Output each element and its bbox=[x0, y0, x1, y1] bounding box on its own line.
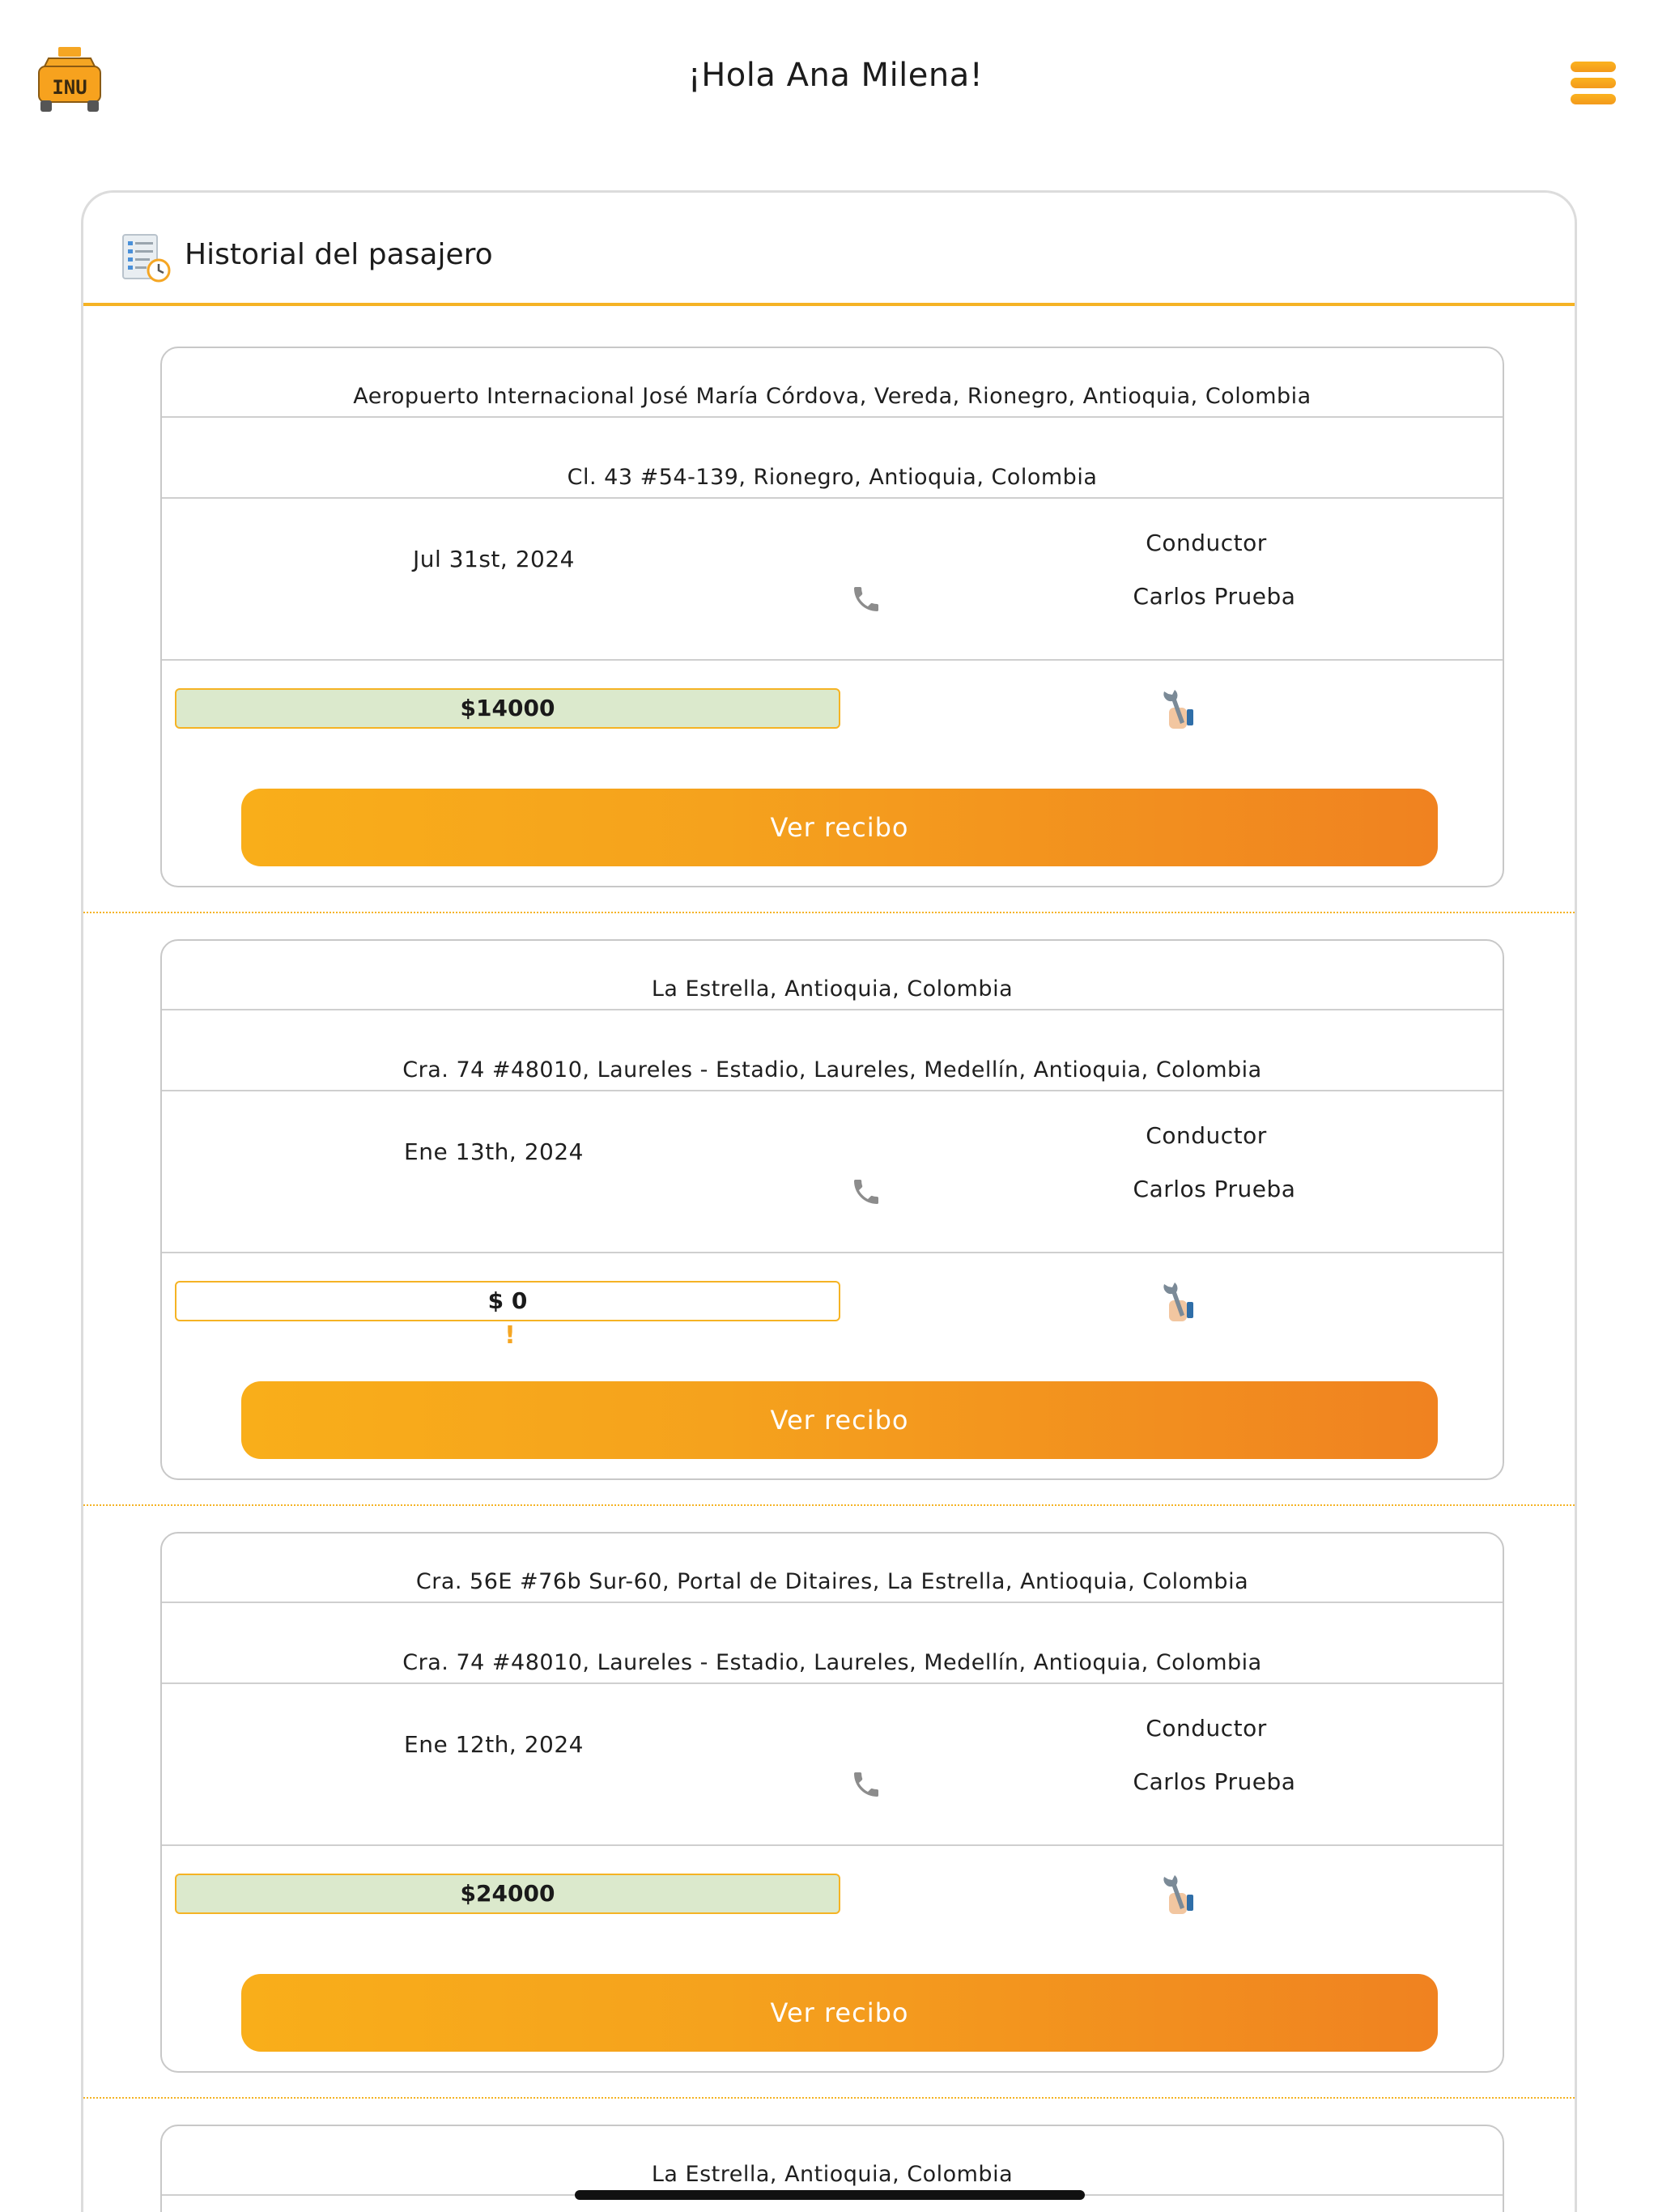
view-receipt-button[interactable]: Ver recibo bbox=[241, 1381, 1438, 1459]
history-document-icon bbox=[121, 233, 172, 283]
phone-icon[interactable] bbox=[850, 583, 882, 615]
wrench-hand-icon[interactable] bbox=[1156, 688, 1201, 737]
trip-card bbox=[160, 347, 1504, 887]
menu-bar bbox=[1571, 78, 1616, 88]
menu-bar bbox=[1571, 62, 1616, 72]
separator bbox=[162, 497, 1503, 499]
trip-origin: La Estrella, Antioquia, Colombia bbox=[651, 2162, 1014, 2187]
trip-card bbox=[160, 939, 1504, 1480]
price-badge: $14000 bbox=[175, 688, 840, 729]
phone-icon[interactable] bbox=[850, 1176, 882, 1208]
price-badge: $24000 bbox=[175, 1874, 840, 1914]
menu-bar bbox=[1571, 94, 1616, 104]
driver-label: Conductor bbox=[1146, 1715, 1267, 1742]
price-badge: $ 0 bbox=[175, 1281, 840, 1321]
svg-text:INU: INU bbox=[52, 76, 87, 99]
wrench-hand-icon[interactable] bbox=[1156, 1281, 1201, 1329]
greeting-title: ¡Hola Ana Milena! bbox=[687, 57, 984, 94]
trip-divider bbox=[83, 2097, 1575, 2099]
driver-label: Conductor bbox=[1146, 1122, 1267, 1149]
trip-divider bbox=[83, 1504, 1575, 1506]
history-panel bbox=[81, 190, 1577, 2212]
trip-destination: Cra. 74 #48010, Laureles - Estadio, Laureles, Medellín, Antioquia, Colombia bbox=[402, 1650, 1262, 1675]
panel-title: Historial del pasajero bbox=[185, 238, 493, 271]
trip-date: Jul 31st, 2024 bbox=[413, 546, 575, 572]
separator bbox=[162, 1682, 1503, 1684]
phone-icon[interactable] bbox=[850, 1768, 882, 1801]
trip-destination: Cra. 74 #48010, Laureles - Estadio, Laureles, Medellín, Antioquia, Colombia bbox=[402, 1057, 1262, 1083]
separator bbox=[162, 1252, 1503, 1253]
driver-name: Carlos Prueba bbox=[1133, 1768, 1296, 1795]
trip-origin: Aeropuerto Internacional José María Córdova, Vereda, Rionegro, Antioquia, Colombia bbox=[353, 384, 1312, 409]
view-receipt-button[interactable]: Ver recibo bbox=[241, 789, 1438, 866]
trip-date: Ene 13th, 2024 bbox=[404, 1138, 584, 1165]
separator bbox=[162, 416, 1503, 418]
trip-divider bbox=[83, 912, 1575, 913]
separator bbox=[162, 1090, 1503, 1091]
wrench-hand-icon[interactable] bbox=[1156, 1874, 1201, 1922]
app-header bbox=[0, 0, 1658, 170]
separator bbox=[162, 1009, 1503, 1010]
driver-label: Conductor bbox=[1146, 530, 1267, 556]
payment-warning-icon: ! bbox=[504, 1321, 516, 1350]
hamburger-menu-icon[interactable] bbox=[1571, 62, 1619, 107]
trip-origin: La Estrella, Antioquia, Colombia bbox=[651, 976, 1014, 1002]
panel-header bbox=[83, 193, 1575, 306]
driver-name: Carlos Prueba bbox=[1133, 1176, 1296, 1202]
view-receipt-button[interactable]: Ver recibo bbox=[241, 1974, 1438, 2052]
trip-destination: Cl. 43 #54-139, Rionegro, Antioquia, Colombia bbox=[567, 465, 1098, 490]
driver-name: Carlos Prueba bbox=[1133, 583, 1296, 610]
trip-card bbox=[160, 1532, 1504, 2073]
home-indicator[interactable] bbox=[575, 2190, 1085, 2200]
trip-date: Ene 12th, 2024 bbox=[404, 1731, 584, 1758]
separator bbox=[162, 1844, 1503, 1846]
trip-origin: Cra. 56E #76b Sur-60, Portal de Ditaires, La Estrella, Antioquia, Colombia bbox=[415, 1569, 1249, 1594]
separator bbox=[162, 659, 1503, 661]
separator bbox=[162, 1602, 1503, 1603]
